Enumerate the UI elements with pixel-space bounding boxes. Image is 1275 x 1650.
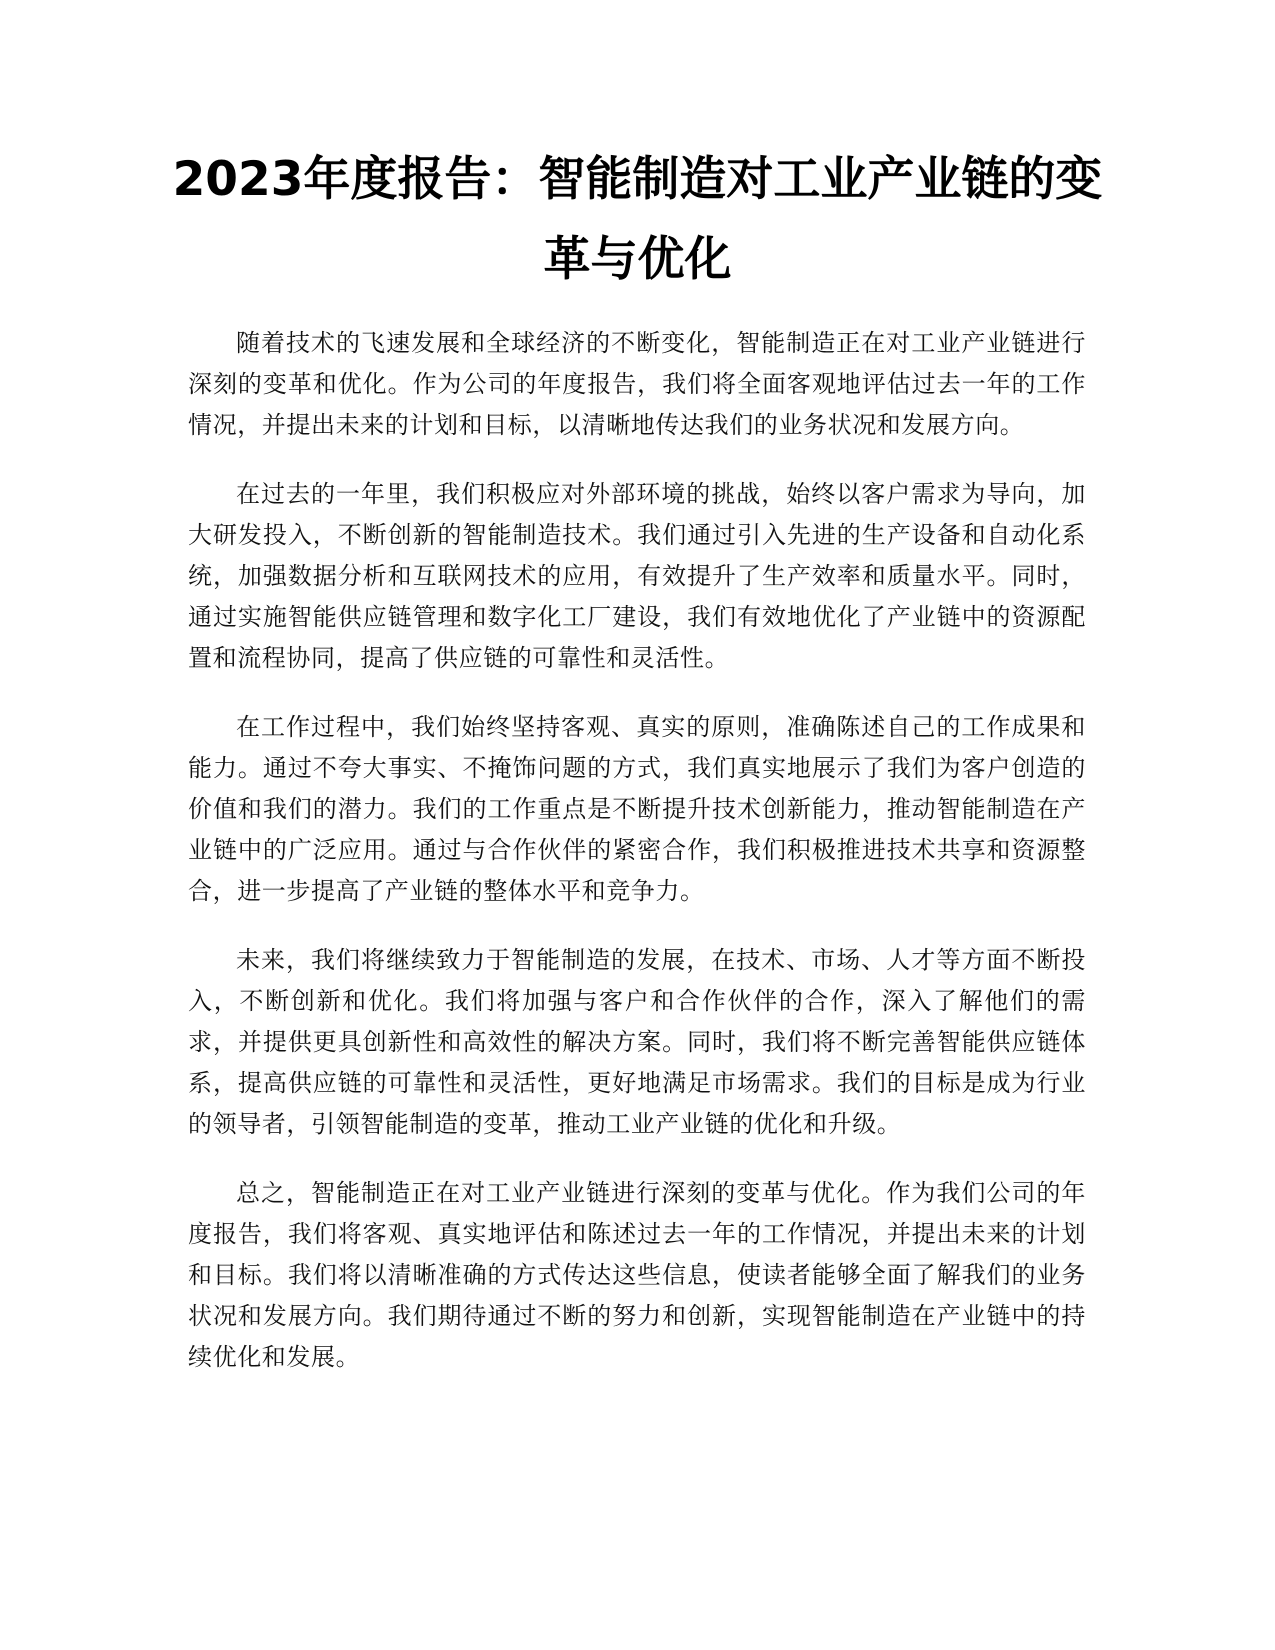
paragraph-future: 未来，我们将继续致力于智能制造的发展，在技术、市场、人才等方面不断投入，不断创新和优化。我们将加强与客户和合作伙伴的合作，深入了解他们的需求，并提供更具创新性和高效性的解决方案。同时，我们将不断完善智能供应链体系，提高供应链的可靠性和灵活性，更好地满足市场需求。我们的目标是成为行业的领导者，引领智能制造的变革，推动工业产业链的优化和升级。: [188, 946, 1086, 1138]
paragraph-work-process: 在工作过程中，我们始终坚持客观、真实的原则，准确陈述自己的工作成果和能力。通过不夸大事实、不掩饰问题的方式，我们真实地展示了我们为客户创造的价值和我们的潜力。我们的工作重点是不断提升技术创新能力，推动智能制造在产业链中的广泛应用。通过与合作伙伴的紧密合作，我们积极推进技术共享和资源整合，进一步提高了产业链的整体水平和竞争力。: [188, 713, 1086, 905]
document-title: 2023年度报告：智能制造对工业产业链的变革与优化: [172, 152, 1103, 287]
paragraph-past-year: 在过去的一年里，我们积极应对外部环境的挑战，始终以客户需求为导向，加大研发投入，不断创新的智能制造技术。我们通过引入先进的生产设备和自动化系统，加强数据分析和互联网技术的应用，有效提升了生产效率和质量水平。同时，通过实施智能供应链管理和数字化工厂建设，我们有效地优化了产业链中的资源配置和流程协同，提高了供应链的可靠性和灵活性。: [188, 480, 1086, 672]
document-body: [188, 323, 1086, 1406]
paragraph-intro: 随着技术的飞速发展和全球经济的不断变化，智能制造正在对工业产业链进行深刻的变革和优化。作为公司的年度报告，我们将全面客观地评估过去一年的工作情况，并提出未来的计划和目标，以清晰地传达我们的业务状况和发展方向。: [188, 329, 1086, 439]
paragraph-conclusion: 总之，智能制造正在对工业产业链进行深刻的变革与优化。作为我们公司的年度报告，我们将客观、真实地评估和陈述过去一年的工作情况，并提出未来的计划和目标。我们将以清晰准确的方式传达这些信息，使读者能够全面了解我们的业务状况和发展方向。我们期待通过不断的努力和创新，实现智能制造在产业链中的持续优化和发展。: [188, 1179, 1086, 1371]
